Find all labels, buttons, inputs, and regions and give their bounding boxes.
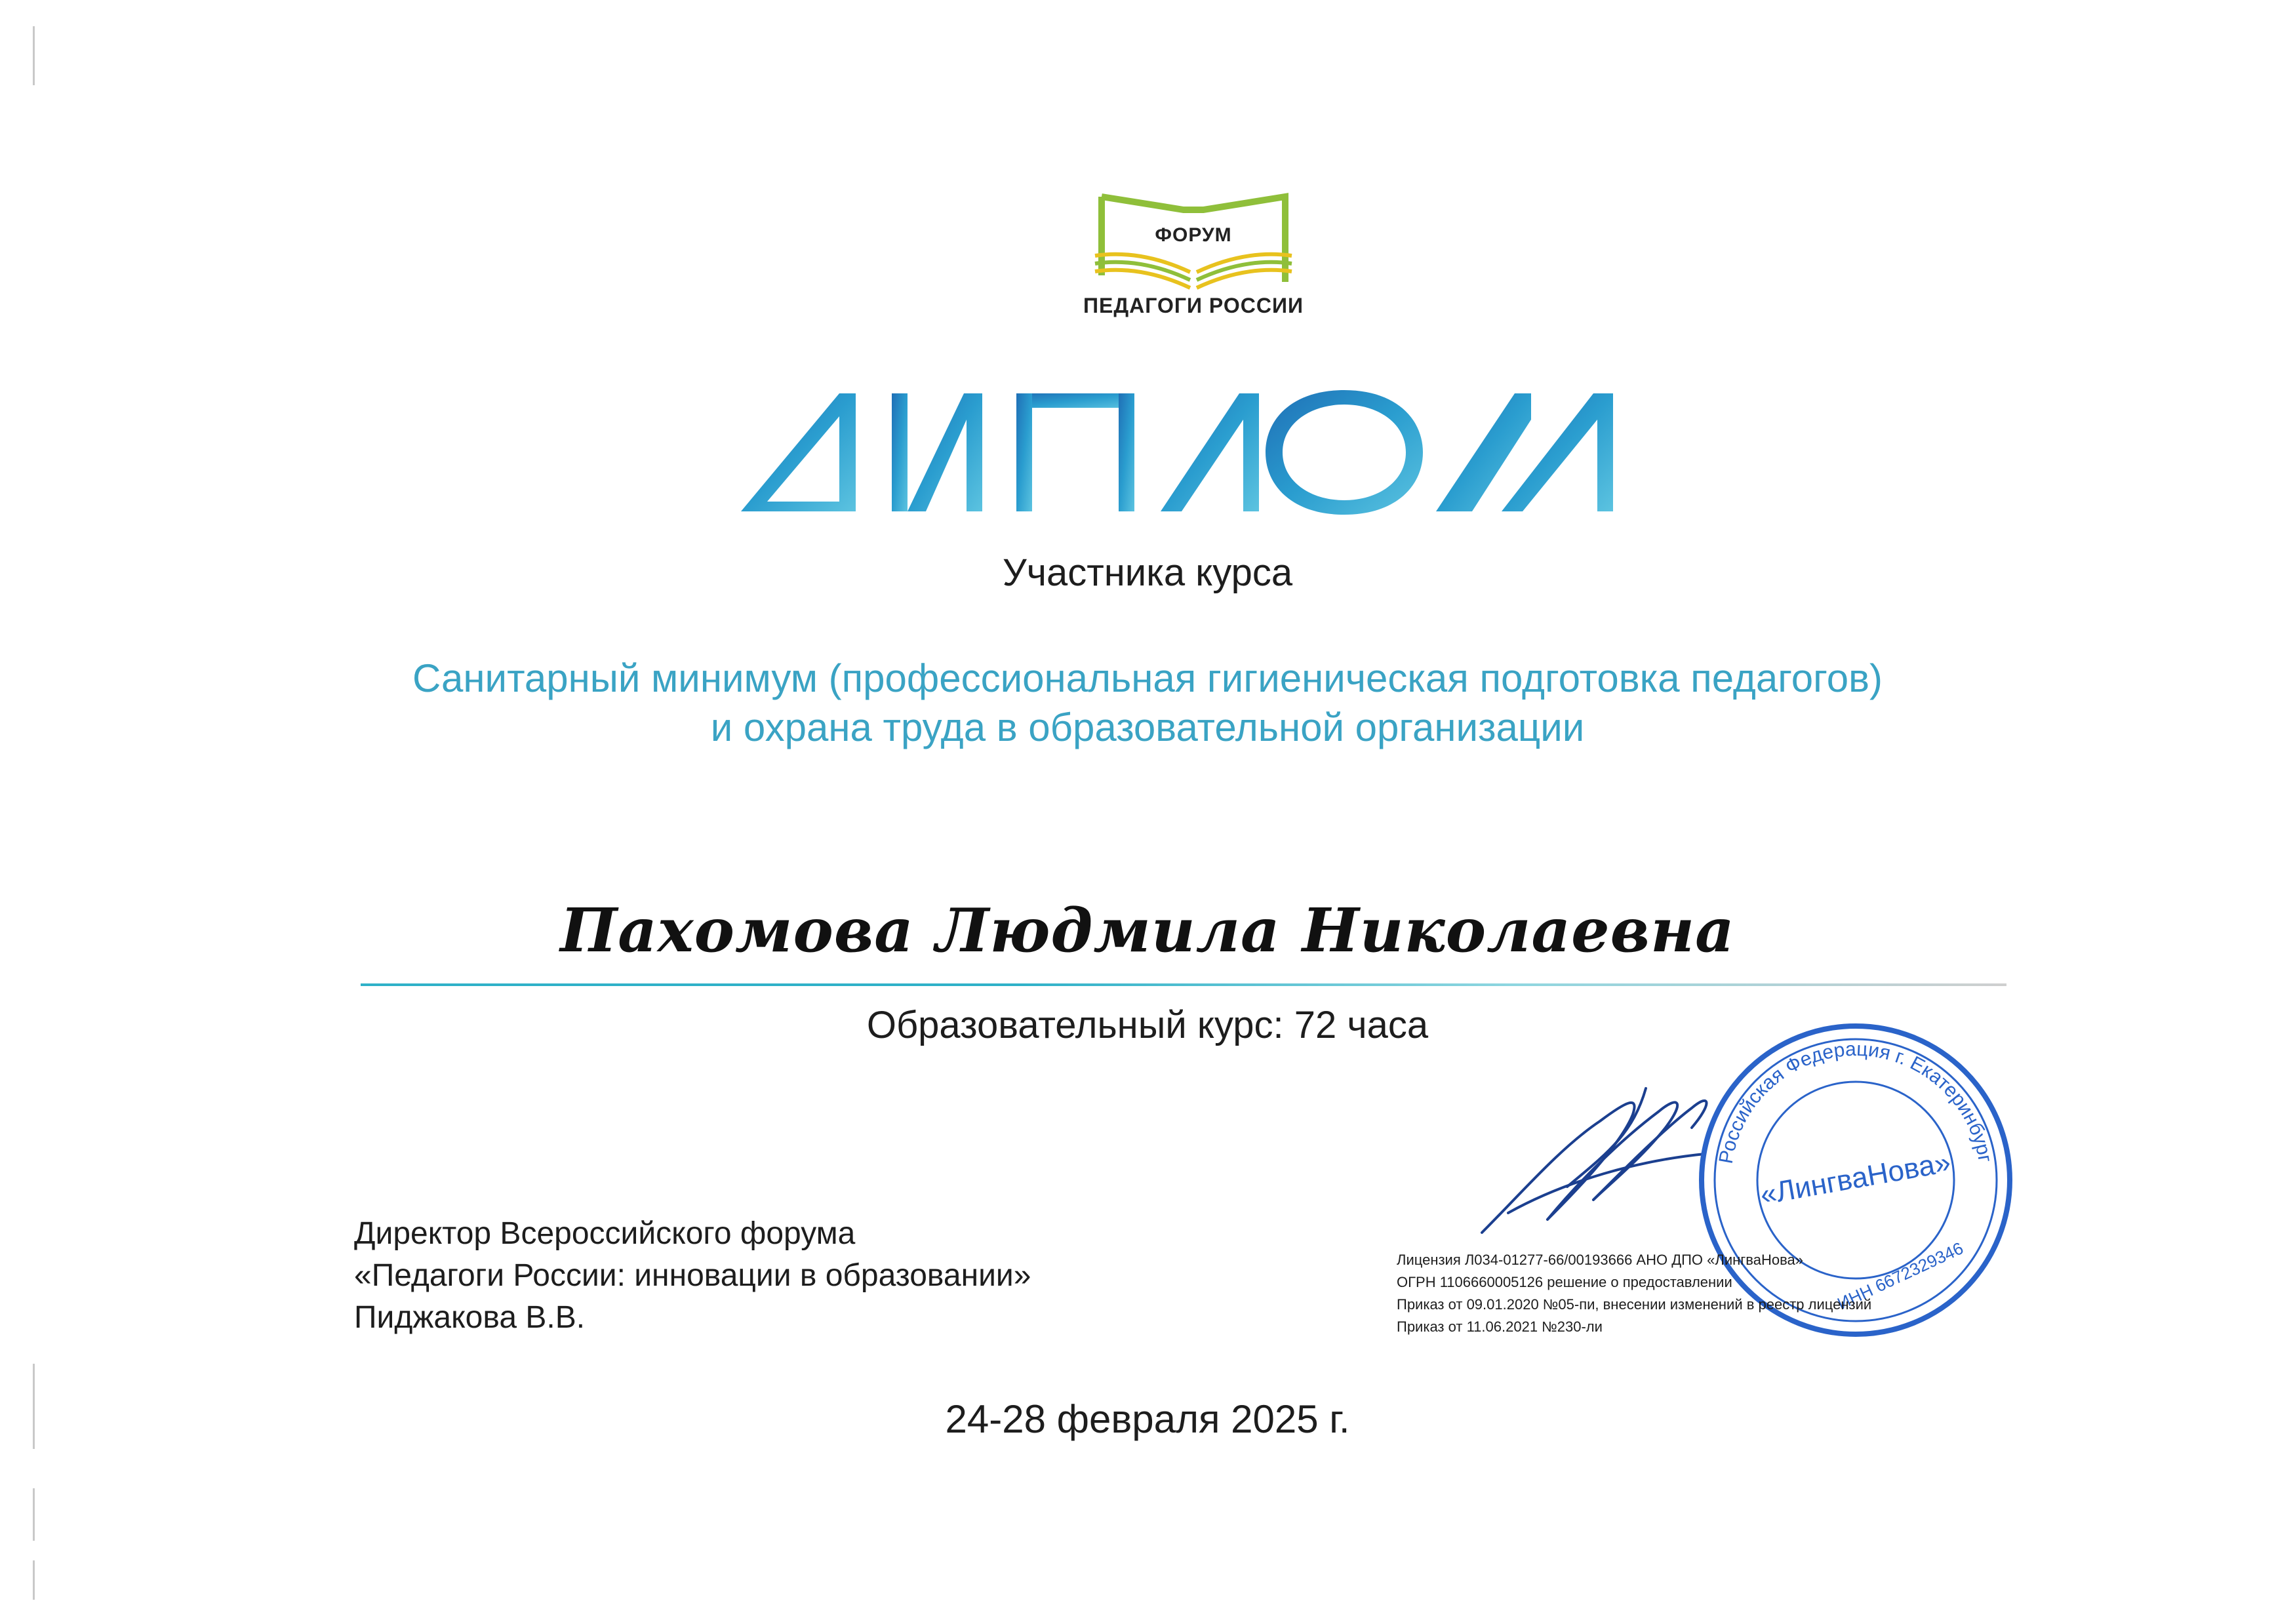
license-line4: Приказ от 11.06.2021 №230-ли xyxy=(1397,1318,1603,1335)
diploma-title xyxy=(741,380,1646,525)
seal-ring-text: Российская Федерация г. Екатеринбург xyxy=(1715,1038,1996,1166)
svg-text:Российская Федерация г. Екатер xyxy=(1715,1039,1996,1166)
participant-name: Пахомова Людмила Николаевна xyxy=(560,895,1735,966)
director-line1: Директор Всероссийского форума xyxy=(354,1216,856,1251)
scan-artifact xyxy=(33,1488,35,1541)
subtitle: Участника курса xyxy=(1002,551,1293,594)
seal-inn-text: ИНН 6672329346 xyxy=(1834,1238,1966,1314)
course-date: 24-28 февраля 2025 г. xyxy=(945,1397,1350,1441)
scan-artifact xyxy=(33,26,35,85)
logo-top-text: ФОРУМ xyxy=(1155,224,1232,246)
course-hours: Образовательный курс: 72 часа xyxy=(866,1004,1429,1046)
logo-bottom-text: ПЕДАГОГИ РОССИИ xyxy=(1083,294,1304,317)
license-line2: ОГРН 1106660005126 решение о предоставлении xyxy=(1397,1274,1732,1290)
scan-artifact xyxy=(33,1560,35,1600)
name-underline xyxy=(361,983,2006,986)
course-title-line1: Санитарный минимум (профессиональная гигиеническая подготовка педагогов) xyxy=(412,656,1883,700)
license-line1: Лицензия Л034-01277-66/00193666 АНО ДПО «ЛингваНова» xyxy=(1397,1252,1803,1268)
seal-center-text: «ЛингваНова» xyxy=(1757,1145,1953,1212)
forum-logo xyxy=(1075,184,1311,321)
director-block xyxy=(354,1213,1031,1339)
license-block xyxy=(1397,1249,1921,1338)
course-title-line2: и охрана труда в образовательной организации xyxy=(710,705,1585,749)
director-name: Пиджакова В.В. xyxy=(354,1300,586,1335)
director-line2: «Педагоги России: инновации в образовании» xyxy=(354,1258,1031,1293)
license-line3: Приказ от 09.01.2020 №05-пи, внесении изменений в реестр лицензий xyxy=(1397,1296,1872,1313)
